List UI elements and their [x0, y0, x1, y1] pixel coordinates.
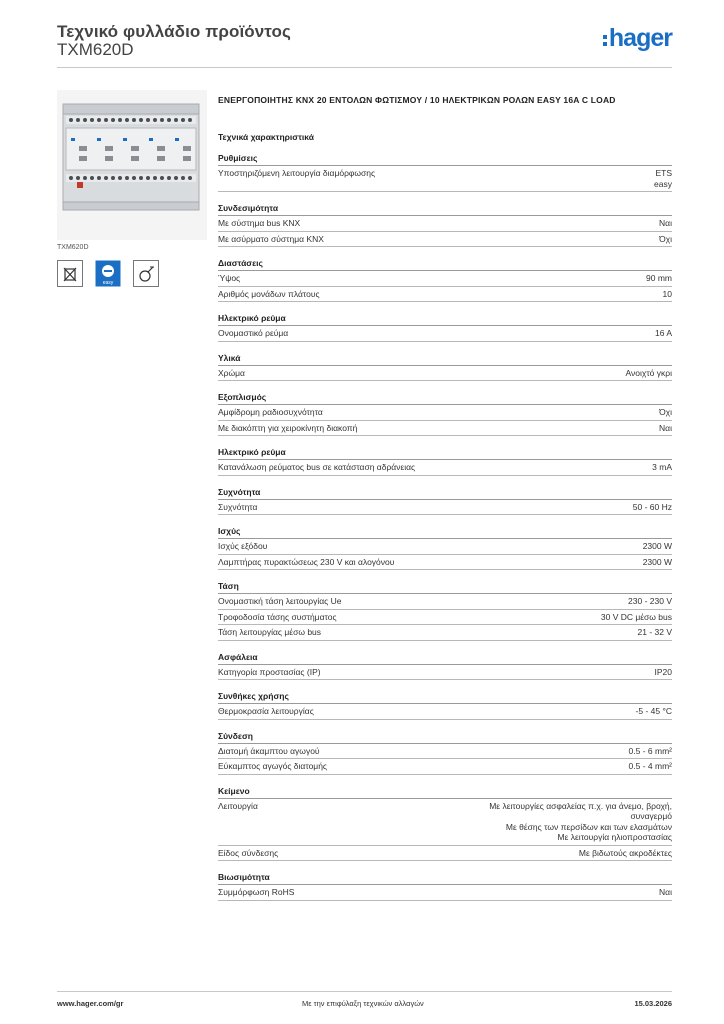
spec-value: 50 - 60 Hz — [632, 501, 672, 512]
spec-row — [218, 460, 672, 476]
spec-value: -5 - 45 °C — [635, 706, 672, 716]
spec-row — [218, 665, 672, 681]
section-title: Ασφάλεια — [218, 652, 672, 665]
product-title: ΕΝΕΡΓΟΠΟΙΗΤΗΣ KNX 20 ΕΝΤΟΛΩΝ ΦΩΤΙΣΜΟΥ / 10 ΗΛΕΚΤΡΙΚΩΝ ΡΟΛΩΝ EASY 16A C LOAD — [218, 95, 616, 105]
spec-label: Συχνότητα — [218, 501, 258, 512]
page-header — [57, 20, 672, 68]
footer-date: 15.03.2026 — [634, 999, 672, 1008]
spec-row — [218, 759, 672, 775]
spec-label: Είδος σύνδεσης — [218, 847, 279, 858]
product-code: TXM620D — [57, 40, 134, 59]
logo-text: hager — [608, 24, 672, 52]
spec-sections — [218, 153, 672, 901]
spec-label: Αριθμός μονάδων πλάτους — [218, 288, 320, 299]
spec-label: Συμμόρφωση RoHS — [218, 887, 295, 897]
spec-value: 16 A — [654, 328, 672, 338]
spec-row — [218, 500, 672, 516]
product-image — [57, 90, 207, 240]
spec-value: Ναι — [659, 422, 672, 433]
spec-row — [218, 287, 672, 303]
spec-row — [218, 704, 672, 720]
section-title: Ηλεκτρικό ρεύμα — [218, 313, 672, 326]
easy-config-icon — [95, 260, 121, 287]
spec-label: Λαμπτήρας πυρακτώσεως 230 V και αλογόνου — [218, 556, 395, 567]
section-title: Εξοπλισμός — [218, 392, 672, 405]
spec-value: Ναι — [659, 887, 672, 897]
spec-row — [218, 744, 672, 760]
spec-row — [218, 846, 672, 862]
spec-row — [218, 271, 672, 287]
spec-label: Ύψος — [218, 273, 241, 283]
spec-row — [218, 216, 672, 232]
product-image-caption: TXM620D — [57, 244, 89, 251]
easy-label: easy — [102, 280, 114, 286]
spec-row — [218, 594, 672, 610]
section-title: Διαστάσεις — [218, 258, 672, 271]
spec-row — [218, 421, 672, 437]
spec-row — [218, 885, 672, 901]
spec-row — [218, 555, 672, 571]
spec-row — [218, 799, 672, 846]
spec-row — [218, 232, 672, 248]
spec-label: Υποστηριζόμενη λειτουργία διαμόρφωσης — [218, 168, 376, 178]
spec-row — [218, 166, 672, 192]
ce-waste-icon — [57, 260, 83, 287]
footer-website-link[interactable]: www.hager.com/gr — [57, 999, 124, 1008]
spec-value: Με βιδωτούς ακροδέκτες — [578, 847, 672, 858]
spec-label: Κατηγορία προστασίας (IP) — [218, 666, 321, 677]
section-title: Ρυθμίσεις — [218, 153, 672, 166]
spec-row — [218, 405, 672, 421]
spec-value: Ανοιχτό γκρι — [625, 367, 672, 378]
spec-label: Ισχύς εξόδου — [218, 541, 268, 551]
spec-value: Όχι — [659, 407, 672, 417]
spec-label: Χρώμα — [218, 367, 245, 378]
spec-label: Τροφοδοσία τάσης συστήματος — [218, 611, 337, 622]
spec-value: 30 V DC μέσω bus — [600, 611, 672, 622]
section-title: Συνδεσιμότητα — [218, 203, 672, 216]
spec-value: 2300 W — [642, 556, 672, 567]
section-title: Συνθήκες χρήσης — [218, 691, 672, 704]
spec-value: ETS easy — [654, 168, 672, 189]
page-footer — [57, 991, 672, 1013]
spec-value: IP20 — [654, 666, 672, 677]
spec-label: Αμφίδρομη ραδιοσυχνότητα — [218, 407, 323, 417]
spec-label: Διατομή άκαμπτου αγωγού — [218, 745, 320, 756]
section-title: Τάση — [218, 581, 672, 594]
spec-label: Ονομαστικό ρεύμα — [218, 328, 289, 338]
product-sidebar — [57, 90, 207, 287]
section-title: Βιωσιμότητα — [218, 872, 672, 885]
spec-value: 2300 W — [642, 541, 672, 551]
spec-value: Ναι — [659, 218, 672, 228]
section-title: Κείμενο — [218, 786, 672, 799]
spec-label: Εύκαμπτος αγωγός διατομής — [218, 761, 328, 771]
spec-value: Όχι — [659, 233, 672, 244]
spec-value: 230 - 230 V — [628, 596, 672, 606]
hager-logo[interactable] — [603, 26, 672, 51]
spec-label: Με ασύρματο σύστημα KNX — [218, 233, 324, 244]
document-title: Τεχνικό φυλλάδιο προϊόντος — [57, 22, 291, 41]
spec-label: Τάση λειτουργίας μέσω bus — [218, 627, 322, 637]
section-title: Σύνδεση — [218, 731, 672, 744]
spec-label: Ονομαστική τάση λειτουργίας Ue — [218, 596, 342, 606]
spec-label: Θερμοκρασία λειτουργίας — [218, 706, 314, 716]
section-title: Υλικά — [218, 353, 672, 366]
spec-value: 10 — [662, 288, 672, 299]
section-title: Συχνότητα — [218, 487, 672, 500]
spec-row — [218, 625, 672, 641]
footer-notice: Με την επιφύλαξη τεχνικών αλλαγών — [302, 999, 424, 1008]
spec-label: Κατανάλωση ρεύματος bus σε κατάσταση αδράνειας — [218, 462, 416, 472]
knx-actuator-illustration — [57, 90, 207, 240]
spec-row — [218, 326, 672, 342]
specs-heading: Τεχνικά χαρακτηριστικά — [218, 132, 314, 142]
certification-icons — [57, 260, 207, 287]
spec-value: 0.5 - 6 mm² — [628, 745, 672, 756]
spec-value: 0.5 - 4 mm² — [628, 761, 672, 771]
spec-label: Με διακόπτη για χειροκίνητη διακοπή — [218, 422, 358, 433]
spec-value: 90 mm — [646, 273, 672, 283]
section-title: Ισχύς — [218, 526, 672, 539]
spec-row — [218, 539, 672, 555]
spec-label: Με σύστημα bus KNX — [218, 218, 301, 228]
spec-row — [218, 366, 672, 382]
spec-row — [218, 610, 672, 626]
spec-value: 21 - 32 V — [637, 627, 672, 637]
section-title: Ηλεκτρικό ρεύμα — [218, 447, 672, 460]
spec-value: Με λειτουργίες ασφαλείας π.χ. για άνεμο, βροχή, συναγερμό Με θέσης των περσίδων και των ελασμάτων Με λειτουργία ηλιοπροστασίας — [489, 800, 672, 842]
spec-content — [218, 95, 672, 901]
knx-bus-icon — [133, 260, 159, 287]
spec-value: 3 mA — [652, 462, 672, 472]
spec-label: Λειτουργία — [218, 800, 258, 811]
logo-colon-mark — [603, 35, 607, 46]
